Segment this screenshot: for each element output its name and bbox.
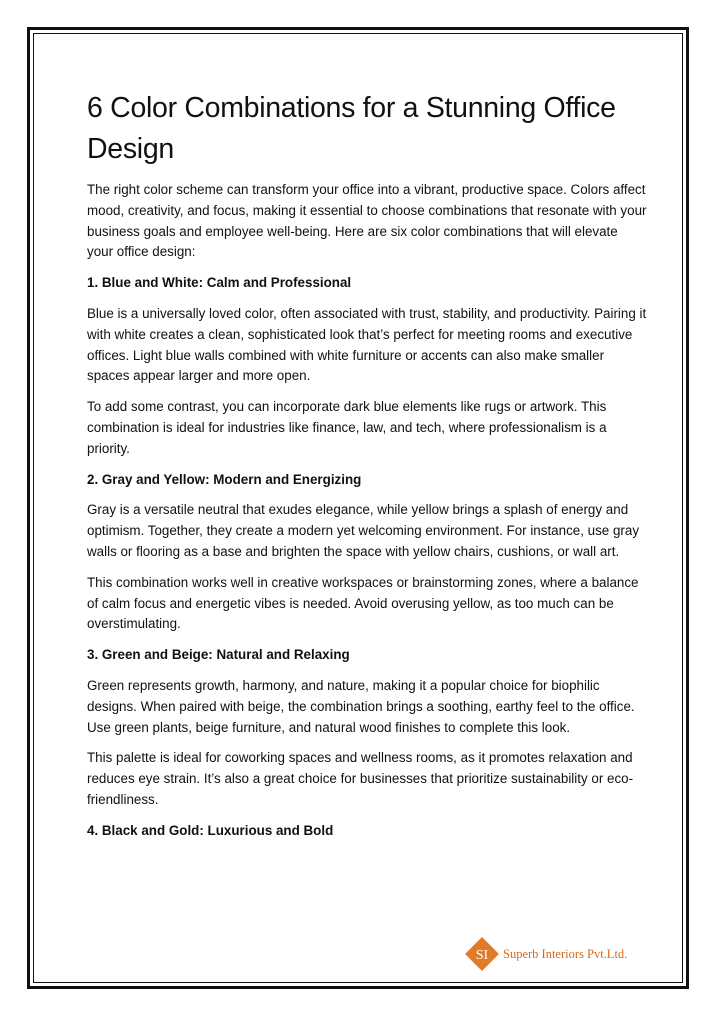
svg-text:SI: SI [475, 948, 489, 963]
section-heading-3: 3. Green and Beige: Natural and Relaxing [87, 647, 350, 663]
section-2-paragraph-2: This combination works well in creative workspaces or brainstorming zones, where a balance of calm focus and energetic vibes is needed. Avoid overusing yellow, as too much can be overstimulating. [87, 574, 639, 632]
section-3-paragraph-2: This palette is ideal for coworking spaces and wellness rooms, as it promotes relaxation and reduces eye strain. It’s also a great choice for businesses that prioritize sustainability or eco-friendliness. [87, 750, 634, 807]
company-logo [465, 937, 627, 971]
section-1-paragraph-1: Blue is a universally loved color, often associated with trust, stability, and productivity. Pairing it with white creates a clean, sophisticated look that’s perfect for meeting rooms and executive offices. Light blue walls combined with white furniture or accents can also make smaller spaces appear larger and more open. [87, 305, 647, 384]
section-2-paragraph-1: Gray is a versatile neutral that exudes elegance, while yellow brings a splash of energy and optimism. Together, they create a modern yet welcoming environment. For instance, use gray walls or flooring as a base and brighten the space with yellow chairs, cushions, or wall art. [87, 502, 640, 559]
logo-mark-icon [465, 937, 499, 971]
intro-paragraph: The right color scheme can transform your office into a vibrant, productive space. Colors affect mood, creativity, and focus, making it essential to choose combinations that resonate with your business goals and employee well-being. Here are six color combinations that will elevate your office design: [87, 182, 647, 260]
document-body [87, 88, 647, 852]
section-3-paragraph-1: Green represents growth, harmony, and nature, making it a popular choice for biophilic designs. When paired with beige, the combination brings a soothing, earthy feel to the office. Use green plants, beige furniture, and natural wood finishes to complete this look. [87, 677, 635, 735]
section-heading-4: 4. Black and Gold: Luxurious and Bold [87, 822, 334, 838]
section-heading-2: 2. Gray and Yellow: Modern and Energizing [87, 471, 362, 487]
logo-company-name: Superb Interiors Pvt.Ltd. [503, 946, 628, 961]
section-1-paragraph-2: To add some contrast, you can incorporate dark blue elements like rugs or artwork. This combination is ideal for industries like finance, law, and tech, where professionalism is a priority. [87, 399, 607, 456]
section-heading-1: 1. Blue and White: Calm and Professional [87, 275, 352, 291]
page-title: 6 Color Combinations for a Stunning Office Design [87, 92, 616, 165]
